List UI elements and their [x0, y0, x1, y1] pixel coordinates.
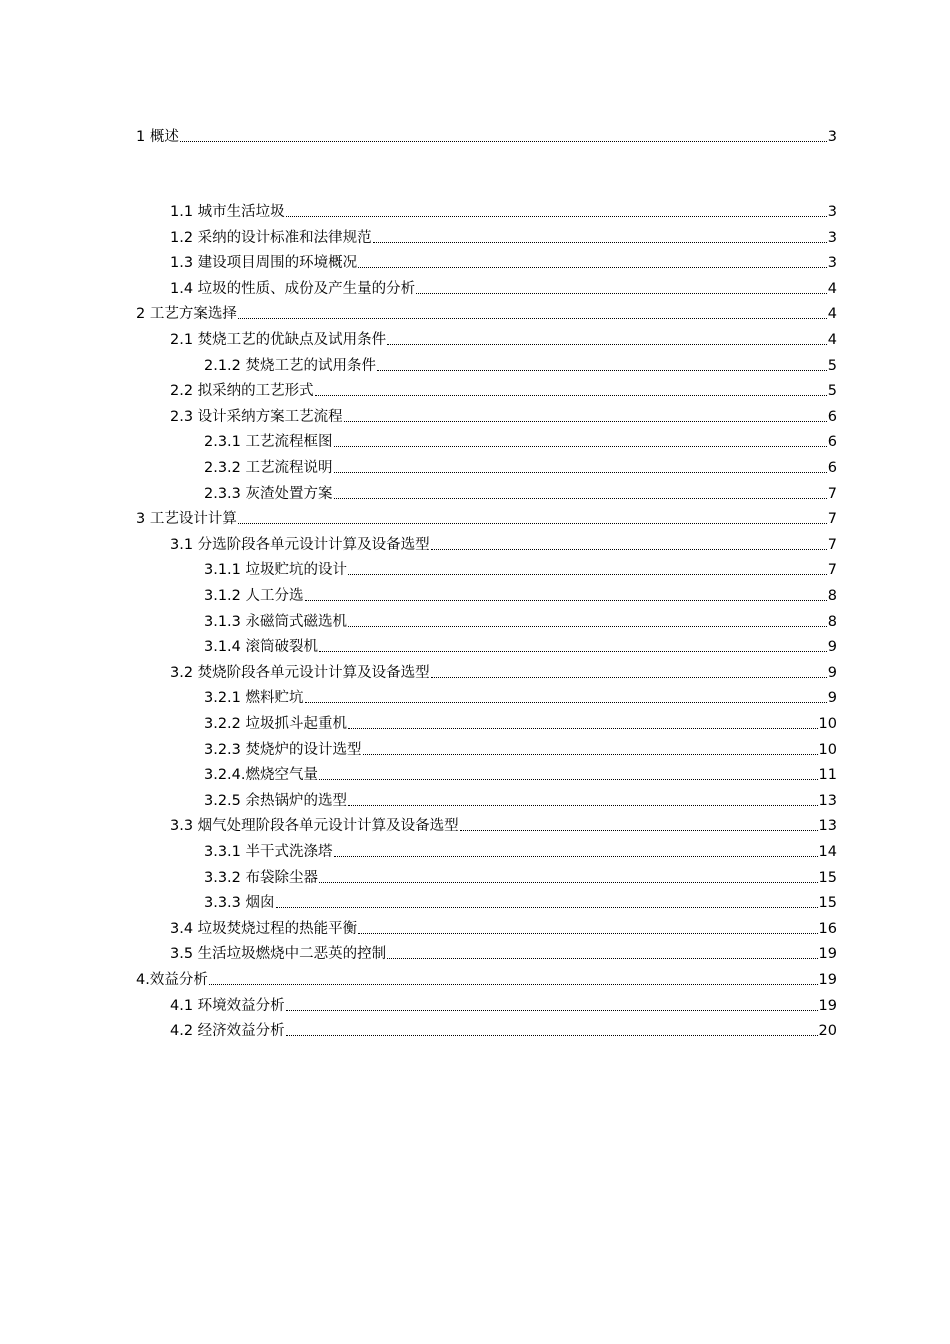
toc-dot-leader [334, 472, 827, 473]
toc-page-number: 13 [818, 818, 837, 835]
toc-entry-title: 1.4 垃圾的性质、成份及产生量的分析 [170, 280, 416, 297]
toc-entry-title: 3.2 焚烧阶段各单元设计计算及设备选型 [170, 664, 430, 681]
toc-page-number: 9 [827, 639, 837, 656]
toc-page-number: 11 [818, 767, 837, 784]
toc-page-number: 8 [827, 588, 837, 604]
toc-entry-title: 4.1 环境效益分析 [170, 997, 285, 1014]
toc-dot-leader [319, 779, 818, 780]
toc-page-number: 13 [818, 792, 837, 809]
toc-dot-leader [431, 677, 827, 678]
toc-entry-2-1-2[interactable] [204, 351, 837, 375]
toc-dot-leader [348, 574, 827, 575]
toc-dot-leader [334, 498, 827, 499]
toc-dot-leader [377, 370, 827, 371]
toc-entry-3-3-2[interactable] [204, 863, 837, 887]
toc-page-number: 5 [827, 383, 837, 400]
toc-page-number: 15 [818, 869, 837, 886]
toc-entry-3-2-4[interactable] [204, 760, 837, 784]
toc-entry-title: 3.1.1 垃圾贮坑的设计 [204, 562, 348, 579]
toc-entry-3-5[interactable] [170, 939, 837, 963]
toc-entry-title: 3.2.5 余热锅炉的选型 [204, 792, 348, 809]
toc-entry-4-1[interactable] [170, 991, 837, 1015]
toc-entry-3-2-2[interactable] [204, 709, 837, 733]
toc-dot-leader [209, 984, 818, 985]
toc-entry-title: 3.1.3 永磁筒式磁选机 [204, 613, 348, 630]
toc-page-number: 9 [827, 690, 837, 707]
toc-entry-title: 3.3.3 烟囱 [204, 895, 275, 912]
toc-entry-3-1-2[interactable] [204, 581, 837, 605]
toc-entry-title: 3.1.2 人工分选 [204, 588, 304, 604]
toc-entry-4-2[interactable] [170, 1016, 837, 1040]
toc-dot-leader [363, 754, 818, 755]
toc-dot-leader [460, 830, 818, 831]
toc-dot-leader [334, 856, 818, 857]
toc-dot-leader [305, 600, 827, 601]
toc-page-number: 6 [827, 434, 837, 451]
toc-entry-title: 2.1 焚烧工艺的优缺点及试用条件 [170, 332, 387, 348]
toc-dot-leader [348, 805, 818, 806]
toc-dot-leader [358, 267, 827, 268]
toc-entry-3-1[interactable] [170, 530, 837, 554]
toc-page-number: 3 [827, 204, 837, 220]
toc-entry-3-4[interactable] [170, 914, 837, 938]
toc-dot-leader [238, 318, 827, 319]
toc-page-number: 3 [827, 229, 837, 246]
toc-entry-2-3-2[interactable] [204, 453, 837, 477]
toc-entry-2[interactable] [136, 299, 837, 323]
toc-page-number: 19 [818, 997, 837, 1014]
toc-dot-leader [286, 1035, 818, 1036]
toc-entry-2-3-3[interactable] [204, 479, 837, 503]
toc-entry-title: 2.1.2 焚烧工艺的试用条件 [204, 357, 377, 374]
toc-entry-1-4[interactable] [170, 274, 837, 298]
toc-dot-leader [387, 958, 817, 959]
toc-entry-3[interactable] [136, 504, 837, 528]
toc-entry-title: 2.3 设计采纳方案工艺流程 [170, 408, 343, 425]
toc-page-number: 20 [818, 1023, 837, 1040]
toc-entry-3-3-1[interactable] [204, 837, 837, 861]
toc-entry-title: 3.1 分选阶段各单元设计计算及设备选型 [170, 536, 430, 553]
toc-page-number: 7 [827, 485, 837, 502]
toc-page-number: 6 [827, 408, 837, 425]
toc-entry-title: 1.3 建设项目周围的环境概况 [170, 255, 358, 272]
toc-page-number: 3 [827, 129, 837, 145]
toc-entry-3-1-3[interactable] [204, 607, 837, 631]
toc-page-number: 19 [818, 972, 837, 988]
toc-page-number: 9 [827, 664, 837, 681]
toc-page-number: 7 [827, 511, 837, 528]
toc-dot-leader [286, 216, 827, 217]
toc-entry-title: 3.2.3 焚烧炉的设计选型 [204, 741, 362, 758]
toc-entry-title: 2.2 拟采纳的工艺形式 [170, 383, 314, 400]
toc-entry-3-2-3[interactable] [204, 735, 837, 759]
toc-entry-title: 1 概述 [136, 129, 179, 145]
toc-page-number: 3 [827, 255, 837, 272]
toc-dot-leader [387, 344, 827, 345]
toc-page-number: 4 [827, 306, 837, 323]
toc-entry-title: 3.2.2 垃圾抓斗起重机 [204, 716, 348, 732]
toc-entry-1-1[interactable] [170, 197, 837, 221]
toc-entry-title: 1.1 城市生活垃圾 [170, 204, 285, 220]
toc-entry-title: 3 工艺设计计算 [136, 511, 237, 528]
toc-entry-4[interactable] [136, 965, 837, 989]
toc-entry-2-3[interactable] [170, 402, 837, 426]
toc-page-number: 4 [827, 280, 837, 297]
toc-dot-leader [431, 549, 827, 550]
toc-entry-title: 2.3.3 灰渣处置方案 [204, 485, 333, 502]
toc-entry-title: 3.2.4.燃烧空气量 [204, 767, 319, 784]
toc-entry-title: 4.效益分析 [136, 972, 208, 988]
toc-entry-3-3[interactable] [170, 811, 837, 835]
toc-entry-3-3-3[interactable] [204, 888, 837, 912]
toc-dot-leader [319, 651, 827, 652]
toc-entry-3-2-1[interactable] [204, 683, 837, 707]
toc-entry-title: 2.3.2 工艺流程说明 [204, 460, 333, 476]
toc-entry-1-2[interactable] [170, 223, 837, 247]
toc-dot-leader [238, 523, 827, 524]
toc-entry-title: 2.3.1 工艺流程框图 [204, 434, 333, 451]
toc-page-number: 10 [818, 716, 837, 732]
toc-entry-title: 3.5 生活垃圾燃烧中二恶英的控制 [170, 946, 387, 963]
toc-entry-3-2-5[interactable] [204, 786, 837, 810]
toc-page-number: 16 [818, 920, 837, 937]
toc-dot-leader [344, 421, 827, 422]
toc-dot-leader [305, 702, 827, 703]
toc-entry-title: 3.4 垃圾焚烧过程的热能平衡 [170, 920, 358, 937]
toc-dot-leader [315, 395, 827, 396]
toc-entry-title: 3.3.1 半干式洗涤塔 [204, 844, 333, 860]
toc-dot-leader [319, 882, 818, 883]
toc-page-number: 5 [827, 357, 837, 374]
toc-page-number: 15 [818, 895, 837, 912]
toc-entry-3-1-1[interactable] [204, 555, 837, 579]
toc-page-number: 7 [827, 536, 837, 553]
toc-page-number: 10 [818, 741, 837, 758]
toc-entry-title: 3.3 烟气处理阶段各单元设计计算及设备选型 [170, 818, 459, 835]
toc-entry-2-3-1[interactable] [204, 427, 837, 451]
toc-entry-title: 1.2 采纳的设计标准和法律规范 [170, 229, 372, 246]
toc-dot-leader [358, 933, 817, 934]
toc-dot-leader [180, 141, 827, 142]
toc-dot-leader [373, 242, 827, 243]
toc-entry-title: 3.2.1 燃料贮坑 [204, 690, 304, 707]
toc-page-number: 4 [827, 332, 837, 348]
toc-page-number: 7 [827, 562, 837, 579]
toc-dot-leader [276, 907, 818, 908]
toc-entry-title: 2 工艺方案选择 [136, 306, 237, 323]
toc-entry-3-1-4[interactable] [204, 632, 837, 656]
toc-entry-3-2[interactable] [170, 658, 837, 682]
toc-entry-1[interactable] [136, 122, 837, 146]
toc-entry-title: 3.1.4 滚筒破裂机 [204, 639, 319, 656]
toc-dot-leader [286, 1010, 818, 1011]
toc-entry-title: 3.3.2 布袋除尘器 [204, 869, 319, 886]
toc-dot-leader [348, 626, 827, 627]
toc-dot-leader [334, 446, 827, 447]
toc-page-number: 8 [827, 613, 837, 630]
toc-dot-leader [348, 728, 818, 729]
toc-page-number: 19 [818, 946, 837, 963]
toc-page-number: 6 [827, 460, 837, 476]
toc-entry-2-1[interactable] [170, 325, 837, 349]
toc-entry-2-2[interactable] [170, 376, 837, 400]
toc-page-number: 14 [818, 844, 837, 860]
toc-dot-leader [416, 293, 827, 294]
toc-entry-1-3[interactable] [170, 248, 837, 272]
toc-entry-title: 4.2 经济效益分析 [170, 1023, 285, 1040]
